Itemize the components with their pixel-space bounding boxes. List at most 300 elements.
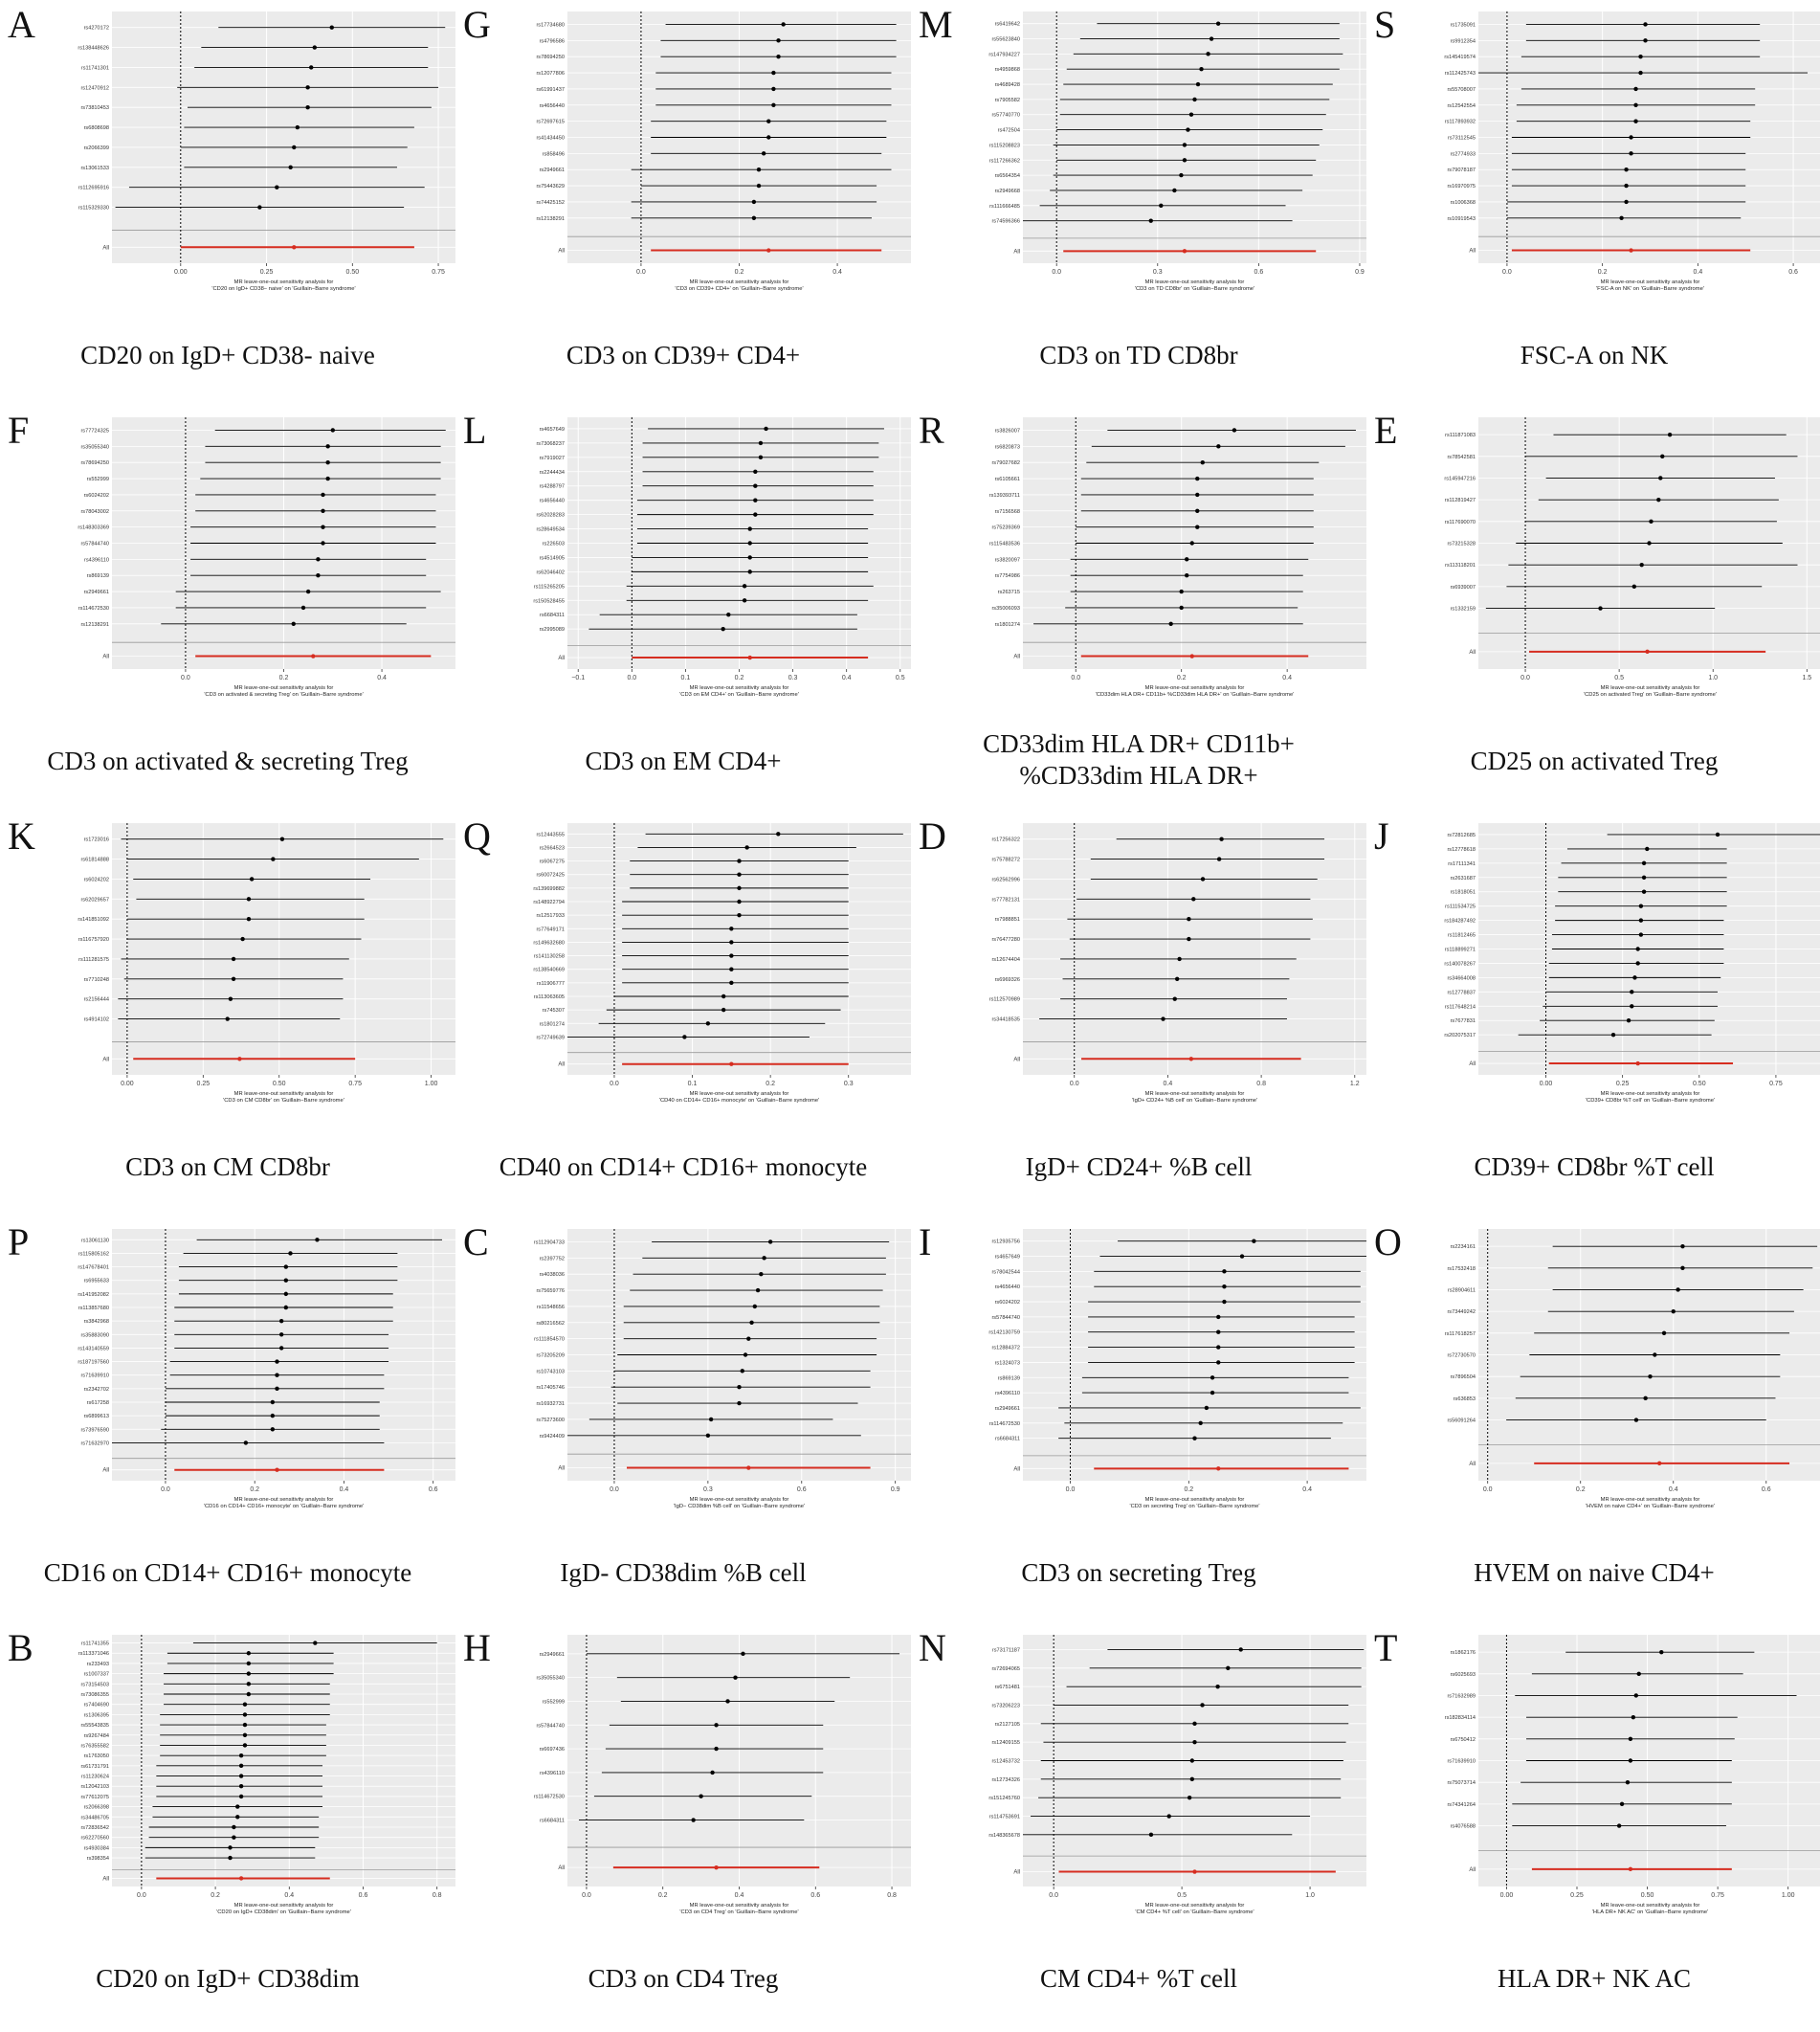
snp-label: rs34486705 xyxy=(80,1815,109,1821)
x-axis-exposure: CM CD4+ %T cell xyxy=(1136,1909,1181,1915)
estimate-point xyxy=(741,1652,744,1656)
panel-caption: CD20 on IgD+ CD38- naive xyxy=(80,341,375,369)
estimate-point xyxy=(288,166,292,169)
x-tick-label: 1.0 xyxy=(1305,1892,1315,1899)
snp-label: rs73171187 xyxy=(991,1647,1020,1654)
estimate-point xyxy=(721,994,725,998)
panel-q xyxy=(455,812,911,1216)
snp-label: rs138540669 xyxy=(533,967,565,973)
snp-label: rs114672530 xyxy=(78,605,109,612)
panel-caption: CD3 on EM CD4+ xyxy=(585,747,782,775)
snp-label: rs1332159 xyxy=(1450,606,1476,613)
x-axis-outcome: Guillain−Barre syndrome xyxy=(736,692,798,698)
estimate-point xyxy=(325,477,329,480)
x-axis-exposure: IgD− CD38dim %B cell xyxy=(675,1504,732,1509)
x-tick-label: 0.3 xyxy=(788,675,798,681)
x-tick-label: 0.00 xyxy=(121,1081,134,1087)
x-axis-quote-mid: ' on ' xyxy=(1641,1504,1653,1509)
x-axis-outcome: Guillain−Barre syndrome xyxy=(1192,286,1254,292)
snp-label: rs72694065 xyxy=(991,1665,1020,1672)
estimate-point xyxy=(321,541,324,545)
snp-label: rs7905582 xyxy=(994,97,1020,103)
overall-point xyxy=(729,1061,733,1065)
x-axis-label-line1: MR leave-one-out sensitivity analysis for xyxy=(1144,1091,1245,1097)
snp-label: rs113371046 xyxy=(78,1651,109,1658)
x-axis-label-line2 xyxy=(659,1098,819,1104)
snp-label: rs111666485 xyxy=(989,203,1020,210)
estimate-point xyxy=(752,216,756,220)
snp-label: rs117266362 xyxy=(988,158,1020,165)
all-label: All xyxy=(102,1876,109,1883)
estimate-point xyxy=(235,1815,239,1819)
snp-label: rs1006368 xyxy=(1450,199,1476,206)
x-tick-label: 0.3 xyxy=(702,1486,713,1493)
panel-letter: E xyxy=(1374,409,1398,452)
all-label: All xyxy=(1469,1866,1476,1873)
x-tick-label: 0.6 xyxy=(1788,269,1798,276)
snp-label: rs61814888 xyxy=(80,857,109,863)
snp-label: rs2342702 xyxy=(83,1386,109,1393)
x-axis-quote-close: ' xyxy=(802,286,804,292)
snp-label: rs2127105 xyxy=(994,1721,1020,1728)
panel-caption: CD3 on activated & secreting Treg xyxy=(47,747,409,775)
x-axis-label-line1: MR leave-one-out sensitivity analysis for xyxy=(233,1091,334,1097)
snp-label: rs17734680 xyxy=(536,22,565,29)
snp-label: rs6750412 xyxy=(1450,1736,1476,1743)
panel-letter: C xyxy=(463,1220,489,1263)
snp-label: rs7710248 xyxy=(83,976,109,983)
panel-letter: I xyxy=(919,1220,932,1263)
snp-label: rs115483536 xyxy=(988,541,1020,547)
all-label: All xyxy=(1469,1461,1476,1467)
estimate-point xyxy=(748,555,752,559)
estimate-point xyxy=(768,1239,772,1243)
estimate-point xyxy=(250,877,254,881)
panel-caption: CD3 on CM CD8br xyxy=(125,1152,330,1181)
estimate-point xyxy=(1676,1287,1679,1291)
snp-label: rs72697615 xyxy=(536,119,565,125)
snp-label: rs6067275 xyxy=(539,859,565,865)
panel-caption: HLA DR+ NK AC xyxy=(1498,1964,1691,1993)
x-axis-outcome: Guillain−Barre syndrome xyxy=(1646,1909,1708,1915)
snp-label: rs141851092 xyxy=(78,917,109,924)
estimate-point xyxy=(321,525,324,528)
x-axis-quote-mid: ' on ' xyxy=(724,692,737,698)
estimate-point xyxy=(232,957,235,961)
x-axis-outcome: Guillain−Barre syndrome xyxy=(1197,1504,1259,1509)
snp-label: rs4396110 xyxy=(83,557,109,564)
estimate-point xyxy=(325,460,329,464)
x-axis-quote-close: ' xyxy=(354,286,356,292)
estimate-point xyxy=(1210,36,1213,40)
estimate-point xyxy=(1630,990,1633,994)
snp-label: rs142130759 xyxy=(988,1329,1020,1336)
estimate-point xyxy=(1210,1391,1214,1395)
snp-label: rs76477280 xyxy=(991,937,1020,944)
snp-label: rs7156568 xyxy=(994,508,1020,515)
x-axis-exposure: CD3 on TD CD8br xyxy=(1135,286,1182,292)
x-tick-label: 0.4 xyxy=(1693,269,1703,276)
x-tick-label: 0.4 xyxy=(1302,1486,1312,1493)
estimate-point xyxy=(275,1359,278,1363)
estimate-point xyxy=(228,1845,232,1849)
x-axis-label-line2 xyxy=(1135,286,1254,292)
estimate-point xyxy=(1626,1780,1630,1784)
estimate-point xyxy=(316,557,320,561)
snp-label: rs115329330 xyxy=(78,205,109,212)
snp-label: rs6820873 xyxy=(994,444,1020,451)
x-axis-quote-open: ' xyxy=(211,286,213,292)
panel-caption: CD40 on CD14+ CD16+ monocyte xyxy=(499,1152,868,1181)
x-axis-quote-open: ' xyxy=(1584,692,1586,698)
panel-caption: CD16 on CD14+ CD16+ monocyte xyxy=(43,1558,412,1587)
estimate-point xyxy=(729,981,733,985)
x-tick-label: 0.0 xyxy=(181,675,190,681)
snp-label: rs12453732 xyxy=(991,1758,1020,1765)
panel-letter: H xyxy=(463,1626,491,1669)
snp-label: rs16932731 xyxy=(536,1401,565,1408)
panel-letter: T xyxy=(1374,1626,1398,1669)
estimate-point xyxy=(776,55,780,58)
forest-plot xyxy=(489,1217,911,1543)
x-axis-exposure: CD25 on activated Treg xyxy=(1585,692,1644,698)
estimate-point xyxy=(1672,1309,1676,1313)
estimate-point xyxy=(1632,975,1636,979)
snp-label: rs75788272 xyxy=(991,857,1020,863)
x-axis-label-line1: MR leave-one-out sensitivity analysis for xyxy=(1600,1497,1700,1503)
x-tick-label: 0.0 xyxy=(636,269,646,276)
estimate-point xyxy=(1190,1758,1194,1762)
estimate-point xyxy=(1668,433,1672,436)
snp-label: rs77649171 xyxy=(536,927,565,933)
estimate-point xyxy=(239,1784,243,1788)
x-axis-exposure: CD33dim HLA DR+ CD11b+ %CD33dim HLA DR+ xyxy=(1096,692,1221,698)
estimate-point xyxy=(306,590,310,593)
panel-caption: CD3 on CD4 Treg xyxy=(588,1964,779,1993)
x-axis-quote-close: ' xyxy=(1256,1098,1258,1104)
estimate-point xyxy=(725,1699,729,1703)
estimate-point xyxy=(748,526,752,530)
panel-s xyxy=(1366,0,1820,404)
estimate-point xyxy=(771,87,775,91)
estimate-point xyxy=(288,1251,292,1255)
x-axis-outcome: Guillain−Barre syndrome xyxy=(743,1504,804,1509)
snp-label: rs72749639 xyxy=(536,1035,565,1041)
estimate-point xyxy=(1633,103,1637,107)
x-tick-label: 0.2 xyxy=(211,1892,220,1899)
snp-label: rs73206223 xyxy=(991,1703,1020,1709)
estimate-point xyxy=(1216,1345,1220,1349)
x-axis-quote-close: ' xyxy=(1715,692,1717,698)
estimate-point xyxy=(733,1675,737,1679)
snp-label: rs12409155 xyxy=(991,1740,1020,1747)
snp-label: rs12778618 xyxy=(1447,846,1476,853)
estimate-point xyxy=(691,1818,695,1821)
panel-letter: J xyxy=(1374,815,1389,858)
estimate-point xyxy=(1629,1758,1632,1762)
panel-e xyxy=(1366,406,1820,810)
estimate-point xyxy=(1192,1722,1196,1726)
panel-l xyxy=(455,406,911,810)
estimate-point xyxy=(321,493,324,497)
x-tick-label: 0.25 xyxy=(1615,1081,1630,1087)
estimate-point xyxy=(757,167,761,171)
x-tick-label: 0.50 xyxy=(1640,1892,1654,1899)
x-tick-label: 0.6 xyxy=(796,1486,807,1493)
estimate-point xyxy=(1190,541,1194,545)
estimate-point xyxy=(275,1373,278,1377)
snp-label: rs9424409 xyxy=(539,1433,565,1440)
snp-label: rs28649534 xyxy=(536,526,565,533)
forest-plot xyxy=(944,0,1366,325)
snp-label: rs4514905 xyxy=(539,555,565,562)
estimate-point xyxy=(243,1743,247,1747)
snp-label: rs187197560 xyxy=(78,1359,109,1366)
snp-label: rs112695916 xyxy=(78,185,109,191)
panel-letter: K xyxy=(8,815,35,858)
x-tick-label: 0.2 xyxy=(278,675,289,681)
snp-label: rs34418535 xyxy=(991,1016,1020,1023)
estimate-point xyxy=(759,1272,763,1276)
x-tick-label: 0.4 xyxy=(734,1892,744,1899)
estimate-point xyxy=(1175,977,1179,981)
estimate-point xyxy=(1198,1421,1202,1425)
estimate-point xyxy=(714,1747,718,1751)
snp-label: rs6899613 xyxy=(83,1414,109,1420)
x-tick-label: 0.5 xyxy=(895,675,905,681)
all-label: All xyxy=(1013,654,1020,660)
snp-label: rs4288797 xyxy=(539,483,565,490)
forest-plot xyxy=(944,1623,1366,1949)
all-label: All xyxy=(558,656,565,662)
x-axis-label-line1: MR leave-one-out sensitivity analysis for xyxy=(689,1091,789,1097)
estimate-point xyxy=(1635,947,1639,950)
estimate-point xyxy=(1653,1352,1656,1356)
panel-h xyxy=(455,1623,911,2027)
estimate-point xyxy=(1216,1315,1220,1319)
plot-background xyxy=(1023,1229,1366,1481)
snp-label: rs115805162 xyxy=(78,1251,109,1258)
x-tick-label: 0.25 xyxy=(1570,1892,1584,1899)
snp-label: rs6105661 xyxy=(994,477,1020,483)
snp-label: rs143140559 xyxy=(78,1346,109,1352)
estimate-point xyxy=(1219,837,1223,840)
estimate-point xyxy=(1630,1004,1633,1008)
x-axis-label-line2 xyxy=(204,1504,364,1509)
snp-label: rs151245760 xyxy=(988,1796,1020,1802)
x-tick-label: 0.4 xyxy=(1282,675,1293,681)
x-axis-quote-open: ' xyxy=(679,1909,681,1915)
x-axis-quote-mid: ' on ' xyxy=(277,1909,289,1915)
estimate-point xyxy=(752,200,756,204)
all-label: All xyxy=(1469,1061,1476,1068)
estimate-point xyxy=(764,427,767,431)
x-tick-label: 0.50 xyxy=(1692,1081,1706,1087)
estimate-point xyxy=(1639,918,1643,922)
estimate-point xyxy=(1222,1300,1226,1304)
x-axis-quote-open: ' xyxy=(203,1504,205,1509)
snp-label: rs4656440 xyxy=(539,102,565,109)
snp-label: rs202075317 xyxy=(1444,1033,1476,1039)
snp-label: rs145947216 xyxy=(1444,476,1476,482)
estimate-point xyxy=(737,913,741,917)
snp-label: rs111534725 xyxy=(1445,904,1476,910)
estimate-point xyxy=(1186,127,1189,131)
estimate-point xyxy=(247,1692,251,1696)
snp-label: rs4270172 xyxy=(83,25,109,32)
x-axis-label-line1: MR leave-one-out sensitivity analysis for xyxy=(233,1903,334,1909)
x-tick-label: 0.0 xyxy=(1520,675,1530,681)
x-axis-outcome: Guillain−Barre syndrome xyxy=(281,1098,344,1104)
panel-p xyxy=(0,1217,455,1621)
snp-label: rs11741355 xyxy=(80,1641,109,1647)
x-tick-label: 0.8 xyxy=(432,1892,442,1899)
estimate-point xyxy=(1240,1254,1244,1258)
all-label: All xyxy=(1013,249,1020,256)
snp-label: rs12077806 xyxy=(536,71,565,78)
x-axis-quote-mid: ' on ' xyxy=(290,1504,302,1509)
estimate-point xyxy=(1215,1685,1219,1688)
estimate-point xyxy=(743,598,746,602)
estimate-point xyxy=(1192,1740,1196,1744)
panel-caption: HVEM on naive CD4+ xyxy=(1474,1558,1715,1587)
snp-label: rs73810453 xyxy=(80,105,109,112)
estimate-point xyxy=(744,845,748,849)
snp-label: rs2234161 xyxy=(1450,1244,1476,1251)
x-axis-quote-close: ' xyxy=(803,1504,806,1509)
x-axis-quote-mid: ' on ' xyxy=(1184,1098,1196,1104)
snp-label: rs41434450 xyxy=(536,135,565,142)
snp-label: rs114672530 xyxy=(988,1420,1020,1427)
estimate-point xyxy=(766,119,770,123)
panel-f xyxy=(0,406,455,810)
snp-label: rs57844740 xyxy=(536,1723,565,1730)
x-axis-quote-close: ' xyxy=(797,1909,799,1915)
panel-letter: L xyxy=(463,409,487,452)
estimate-point xyxy=(296,125,300,129)
snp-label: rs61991437 xyxy=(536,86,565,93)
panel-k xyxy=(0,812,455,1216)
snp-label: rs2664523 xyxy=(539,845,565,852)
estimate-point xyxy=(1649,520,1653,524)
x-axis-quote-open: ' xyxy=(1591,1909,1593,1915)
snp-label: rs4689428 xyxy=(994,82,1020,89)
snp-label: rs552999 xyxy=(86,477,109,483)
snp-label: rs112425743 xyxy=(1444,71,1476,78)
x-tick-label: 0.2 xyxy=(657,1892,668,1899)
snp-label: rs71639910 xyxy=(1447,1758,1476,1765)
estimate-point xyxy=(1187,917,1190,921)
estimate-point xyxy=(247,1682,251,1686)
snp-label: rs74596366 xyxy=(991,218,1020,225)
x-tick-label: 0.0 xyxy=(610,1486,619,1493)
estimate-point xyxy=(762,1256,766,1260)
x-tick-label: 0.0 xyxy=(1071,675,1081,681)
x-tick-label: 0.0 xyxy=(1065,1486,1076,1493)
x-tick-label: 0.6 xyxy=(810,1892,821,1899)
x-tick-label: 0.4 xyxy=(841,675,852,681)
snp-label: rs869139 xyxy=(86,573,109,580)
x-axis-outcome: Guillain−Barre syndrome xyxy=(1654,692,1716,698)
x-tick-label: 0.50 xyxy=(345,269,360,276)
snp-label: rs2949661 xyxy=(539,167,565,174)
estimate-point xyxy=(1624,200,1628,204)
forest-plot xyxy=(489,0,911,325)
estimate-point xyxy=(1680,1244,1684,1248)
x-tick-label: 0.2 xyxy=(1176,675,1187,681)
estimate-point xyxy=(1195,509,1199,513)
x-tick-label: 0.75 xyxy=(1769,1081,1783,1087)
x-tick-label: 0.4 xyxy=(284,1892,295,1899)
estimate-point xyxy=(753,470,757,474)
x-tick-label: 0.75 xyxy=(432,269,445,276)
estimate-point xyxy=(239,1753,243,1757)
snp-label: rs115265205 xyxy=(533,584,565,591)
snp-label: rs57740770 xyxy=(991,112,1020,119)
snp-label: rs75273600 xyxy=(536,1417,565,1423)
x-axis-exposure: CD16 on CD14+ CD16+ monocyte xyxy=(204,1504,291,1509)
estimate-point xyxy=(771,71,775,75)
estimate-point xyxy=(1716,833,1720,837)
snp-label: rs6751481 xyxy=(994,1685,1020,1691)
panel-m xyxy=(911,0,1366,404)
estimate-point xyxy=(1217,857,1221,860)
x-axis-exposure: CD3 on CD4 Treg xyxy=(680,1909,725,1915)
snp-label: rs113118201 xyxy=(1445,563,1476,569)
estimate-point xyxy=(1642,861,1646,865)
snp-label: rs4656440 xyxy=(994,1284,1020,1291)
snp-label: rs114672530 xyxy=(533,1794,565,1800)
estimate-point xyxy=(1199,67,1203,71)
snp-label: rs75239369 xyxy=(991,525,1020,531)
snp-label: rs75659776 xyxy=(536,1288,565,1295)
x-tick-label: 0.8 xyxy=(1256,1081,1266,1087)
x-axis-quote-close: ' xyxy=(1254,286,1255,292)
snp-label: rs16970975 xyxy=(1447,184,1476,190)
estimate-point xyxy=(271,857,275,860)
estimate-point xyxy=(1222,1284,1226,1288)
snp-label: rs2397752 xyxy=(539,1256,565,1262)
snp-label: rs6684311 xyxy=(539,1818,565,1824)
panel-letter: A xyxy=(8,3,35,46)
x-tick-label: 0.00 xyxy=(173,269,188,276)
x-axis-quote-mid: ' on ' xyxy=(724,1909,737,1915)
panel-letter: O xyxy=(1374,1220,1402,1263)
x-axis-label-line1: MR leave-one-out sensitivity analysis for xyxy=(233,1497,334,1503)
estimate-point xyxy=(1185,573,1188,577)
estimate-point xyxy=(1216,1360,1220,1364)
snp-label: rs2631687 xyxy=(1450,875,1476,882)
snp-label: rs117893932 xyxy=(1444,119,1476,125)
estimate-point xyxy=(749,1321,753,1325)
estimate-point xyxy=(1638,55,1642,58)
snp-label: rs10919543 xyxy=(1447,215,1476,222)
estimate-point xyxy=(1216,444,1220,448)
all-label: All xyxy=(558,1865,565,1872)
x-axis-outcome: Guillain−Barre syndrome xyxy=(757,1098,819,1104)
snp-label: rs2949661 xyxy=(539,1651,565,1658)
x-axis-quote-mid: ' on ' xyxy=(289,692,301,698)
panel-caption: CD25 on activated Treg xyxy=(1470,747,1719,775)
panel-letter: S xyxy=(1374,3,1396,46)
x-axis-exposure: CD3 on CM CD8br xyxy=(224,1098,271,1104)
x-tick-label: 0.2 xyxy=(1597,269,1608,276)
snp-label: rs74341264 xyxy=(1447,1801,1476,1808)
snp-label: rs226503 xyxy=(542,541,565,547)
all-label: All xyxy=(558,1465,565,1472)
estimate-point xyxy=(1662,1331,1666,1335)
snp-label: rs117690070 xyxy=(1444,519,1476,525)
